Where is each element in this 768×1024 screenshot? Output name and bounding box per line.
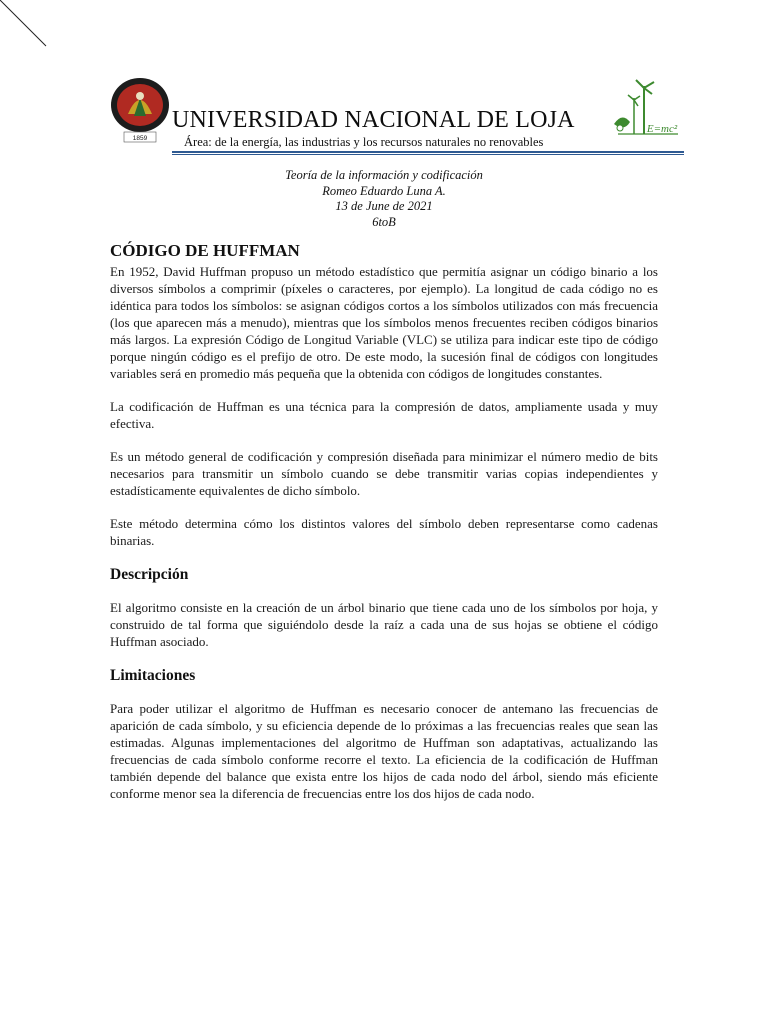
energy-eco-logo-icon bbox=[608, 78, 682, 142]
limitations-paragraph: Para poder utilizar el algoritmo de Huffman es necesario conocer de antemano las frecuencias de aparición de cada símbolo, y su eficiencia depende de lo próximas a las frecuencias reales que sean las estimadas. Algunas implementaciones del algoritmo de Huffman son adaptativas, actualizando las frecuencias de cada símbolo conforme recorre el texto. La eficiencia de la codificación de Huffman también depende del balance que exista entre los hijos de cada nodo del árbol, siendo más eficiente conforme menor sea la diferencia de frecuencias entre los dos hijos de cada nodo. bbox=[110, 701, 658, 801]
author-name: Romeo Eduardo Luna A. bbox=[322, 183, 446, 198]
university-name: UNIVERSIDAD NACIONAL DE LOJA bbox=[172, 107, 575, 133]
group-name: 6toB bbox=[372, 214, 396, 229]
header-rule-top bbox=[172, 151, 684, 153]
university-seal-icon bbox=[108, 76, 172, 144]
area-subtitle: Área: de la energía, las industrias y los recursos naturales no renovables bbox=[184, 135, 544, 149]
course-name: Teoría de la información y codificación bbox=[285, 168, 483, 182]
intro-paragraph: La codificación de Huffman es una técnica para la compresión de datos, ampliamente usada y muy efectiva. bbox=[110, 399, 658, 431]
intro-paragraph: En 1952, David Huffman propuso un método estadístico que permitía asignar un código binario a los diversos símbolos a comprimir (píxeles o caracteres, por ejemplo). La longitud de cada código no es idéntica para todos los símbolos: se asignan códigos cortos a los símbolos utilizados con más frecuencia (los que aparecen más a menudo), mientras que los símbolos menos frecuentes reciben códigos binarios más largos. La expresión Código de Longitud Variable (VLC) se utiliza para indicar este tipo de código porque ningún código es el prefijo de otro. De este modo, la sucesión final de códigos con longitudes variables será en promedio más pequeña que la obtenida con códigos de longitudes constantes. bbox=[110, 264, 658, 381]
corner-fold-line bbox=[0, 0, 60, 60]
description-paragraph: El algoritmo consiste en la creación de un árbol binario que tiene cada uno de los símbolos por hoja, y construido de tal forma que siguiéndolo desde la raíz a cada una de sus hojas se obtiene el código Huffman asociado. bbox=[110, 600, 658, 649]
section-heading-limitations: Limitaciones bbox=[110, 667, 196, 684]
intro-paragraph: Este método determina cómo los distintos valores del símbolo deben representarse como cadenas binarias. bbox=[110, 516, 658, 548]
document-title: CÓDIGO DE HUFFMAN bbox=[110, 241, 300, 260]
document-header bbox=[108, 74, 688, 158]
eco-formula: E=mc² bbox=[646, 123, 678, 135]
section-heading-description: Descripción bbox=[110, 566, 189, 583]
document-body bbox=[110, 240, 658, 818]
document-date: 13 de June de 2021 bbox=[335, 199, 433, 213]
document-meta bbox=[0, 168, 768, 230]
seal-year: 1859 bbox=[132, 135, 148, 142]
header-rule-bottom bbox=[172, 154, 684, 155]
intro-paragraph: Es un método general de codificación y compresión diseñada para minimizar el número medio de bits necesarios para transmitir un símbolo cuando se debe transmitir varias copias independientes y estadísticamente equivalentes de dicho símbolo. bbox=[110, 449, 658, 498]
